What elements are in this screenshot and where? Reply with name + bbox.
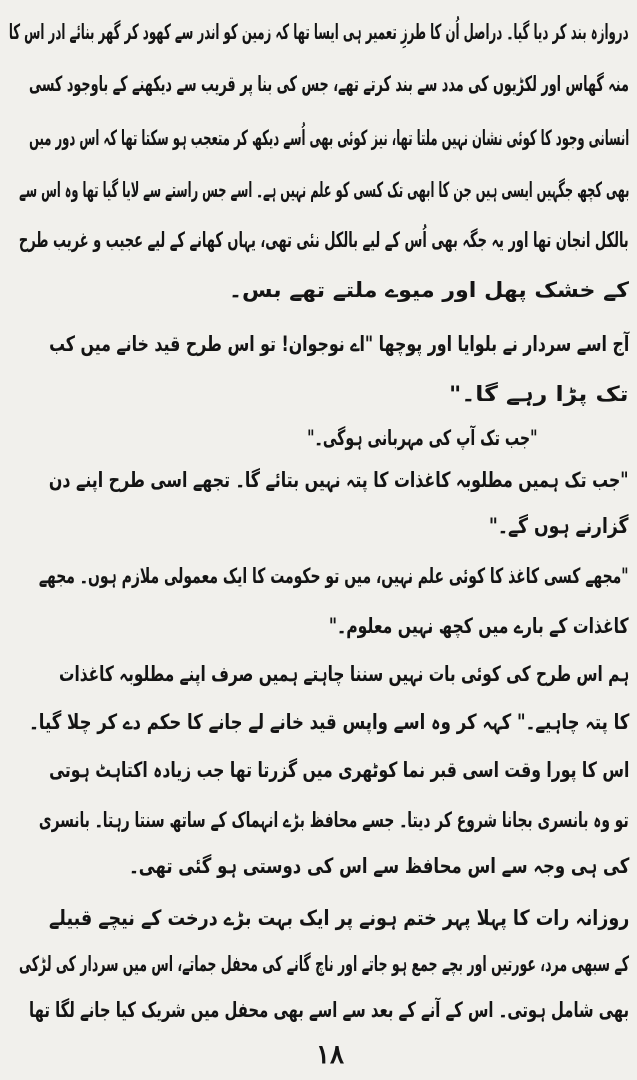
text-line: کا پتہ چاہیے۔" کہہ کر وہ اسے واپس قید خانے لے جانے کا حکم دے کر چلا گیا۔: [28, 710, 629, 734]
text-line: کاغذات کے بارے میں کچھ نہیں معلوم۔": [329, 614, 629, 638]
text-line: دروازہ بند کر دیا گیا۔ دراصل اُن کا طرزِ تعمیر ہی ایسا تھا کہ زمین کو اندر سے کھود کر گھر بنائے ادر اس کا: [9, 20, 629, 44]
text-line: کی ہی وجہ سے اس محافظ سے اس کی دوستی ہو گئی تھی۔: [128, 854, 629, 878]
text-line: تو وہ بانسری بجانا شروع کر دیتا۔ جسے محافظ بڑے انہماک کے ساتھ سنتا رہتا۔ بانسری: [39, 808, 629, 832]
page-number: ۱۸: [316, 1040, 344, 1070]
text-line: کے سبھی مرد، عورتیں اور بچے جمع ہو جاتے اور ناچ گانے کی محفل جماتے، اس میں سردار کی لڑکی: [19, 952, 629, 976]
text-line: "جب تک آپ کی مہربانی ہوگی۔": [306, 426, 537, 450]
text-line: آج اسے سردار نے بلوایا اور پوچھا "اے نوجوان! تو اس طرح قید خانے میں کب: [48, 332, 629, 356]
text-line: گزارنے ہوں گے۔": [489, 514, 629, 538]
text-line: بالکل انجان تھا اور یہ جگہ بھی اُس کے لیے بالکل نئی تھی، یہاں کھانے کے لیے عجیب و غریب طرح: [19, 228, 629, 252]
text-line: "مجھے کسی کاغذ کا کوئی علم نہیں، میں تو حکومت کا ایک معمولی ملازم ہوں۔ مجھے: [39, 564, 629, 588]
text-line: روزانہ رات کا پہلا پہر ختم ہونے پر ایک بہت بڑے درخت کے نیچے قبیلے: [48, 906, 629, 930]
text-line: بھی کچھ جگہیں ایسی ہیں جن کا ابھی تک کسی کو علم نہیں ہے۔ اسے جس راستے سے لایا گیا تھا وہ اس سے: [18, 178, 629, 202]
text-line: کے خشک پھل اور میوے ملتے تھے بس۔: [229, 278, 629, 302]
text-line: اس کا پورا وقت اسی قبر نما کوٹھری میں گزرتا تھا جب زیادہ اکتاہٹ ہوتی: [48, 758, 629, 782]
text-line: تک پڑا رہے گا۔": [449, 382, 629, 406]
text-line: انسانی وجود کا کوئی نشان نہیں ملتا تھا، نیز کوئی بھی اُسے دیکھ کر متعجب ہو سکتا تھا کہ اس دور میں: [28, 126, 629, 150]
text-line: منہ گھاس اور لکڑیوں کی مدد سے بند کرتے تھے، جس کی بنا پر قریب سے دیکھنے کے باوجود کسی: [29, 72, 629, 96]
text-line: ہم اس طرح کی کوئی بات نہیں سننا چاہتے ہمیں صرف اپنے مطلوبہ کاغذات: [58, 662, 629, 686]
text-line: "جب تک ہمیں مطلوبہ کاغذات کا پتہ نہیں بتائے گا۔ تجھے اسی طرح اپنے دن: [49, 468, 629, 492]
text-line: بھی شامل ہوتی۔ اس کے آنے کے بعد سے اسے بھی محفل میں شریک کیا جانے لگا تھا: [28, 998, 629, 1022]
